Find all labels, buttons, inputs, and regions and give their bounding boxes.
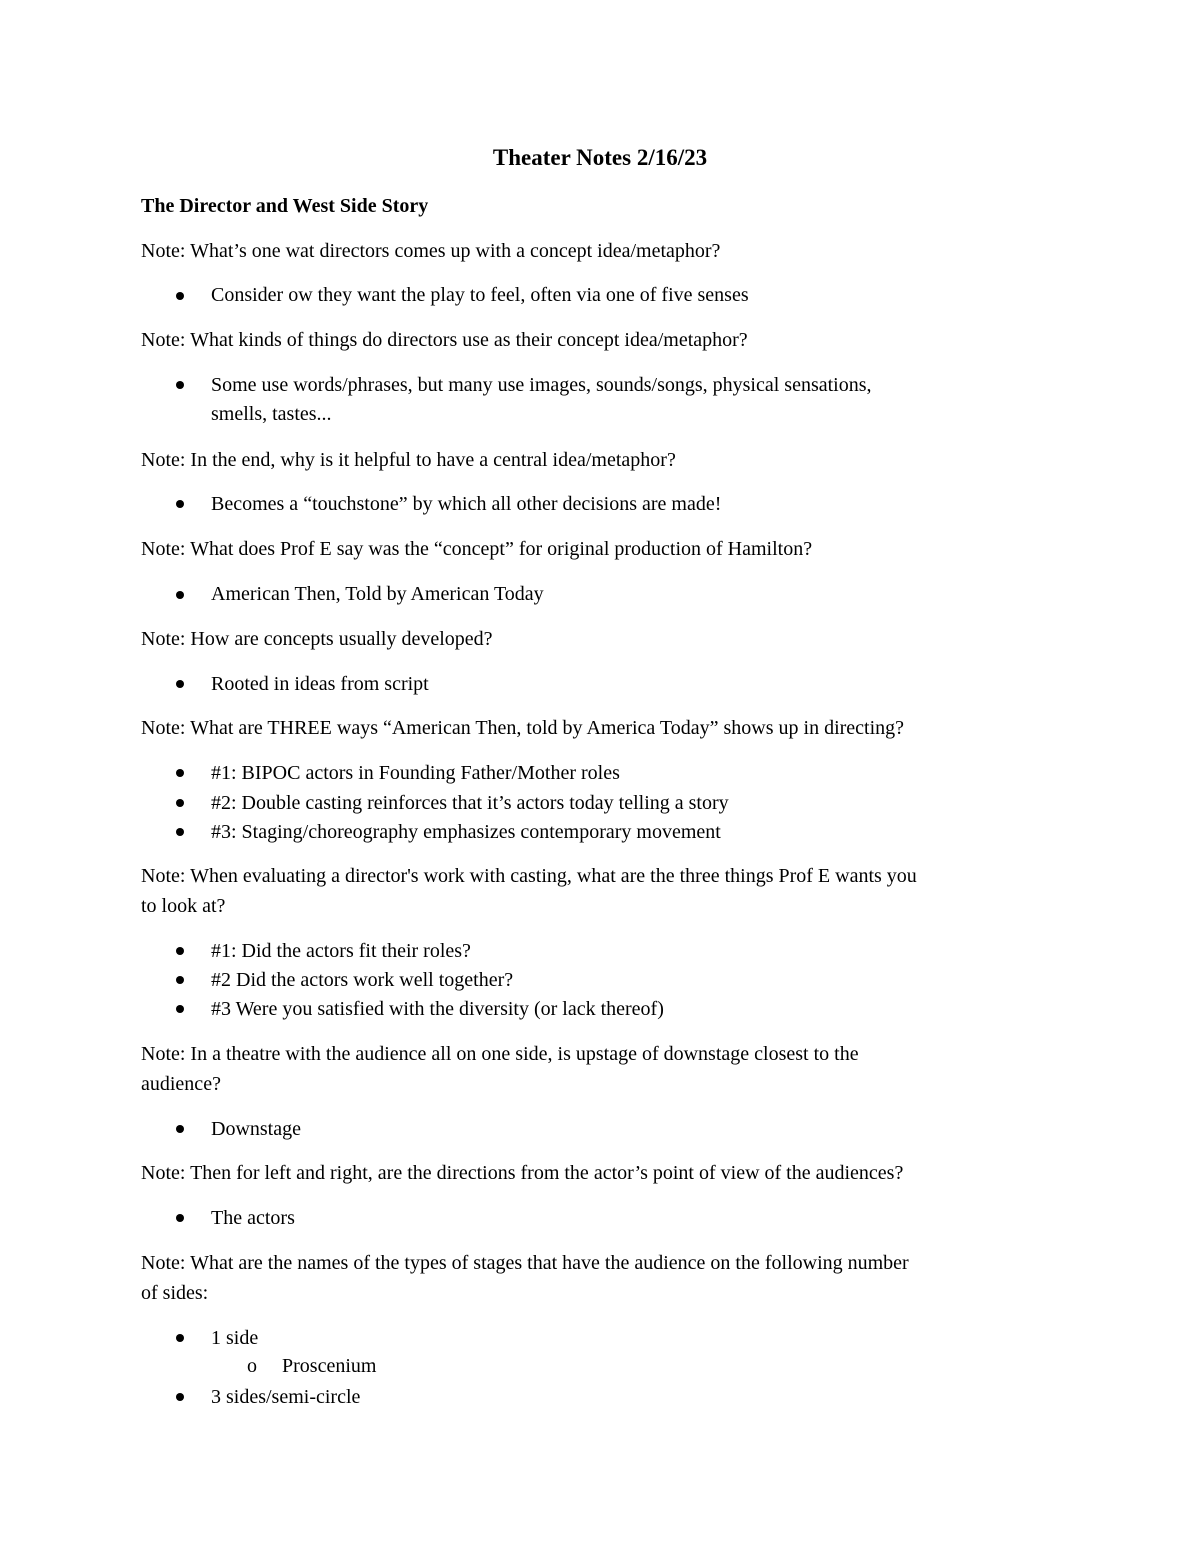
note-line-continued: audience? <box>141 1073 221 1095</box>
bullet-item: 1 side <box>211 1327 259 1349</box>
bullet-icon <box>176 292 184 300</box>
bullet-icon <box>176 500 184 508</box>
note-line: Note: In a theatre with the audience all on one side, is upstage of downstage closest to the <box>141 1043 859 1065</box>
bullet-item: #1: BIPOC actors in Founding Father/Mother roles <box>211 762 620 784</box>
sub-bullet-icon: o <box>247 1355 257 1377</box>
note-line: Note: In the end, why is it helpful to have a central idea/metaphor? <box>141 449 676 471</box>
bullet-item: #3 Were you satisfied with the diversity (or lack thereof) <box>211 998 664 1020</box>
bullet-item: #3: Staging/choreography emphasizes contemporary movement <box>211 821 721 843</box>
note-line-continued: to look at? <box>141 895 226 917</box>
bullet-icon <box>176 1334 184 1342</box>
bullet-item: Becomes a “touchstone” by which all other decisions are made! <box>211 493 722 515</box>
bullet-item: American Then, Told by American Today <box>211 583 544 605</box>
note-line: Note: What are THREE ways “American Then, told by America Today” shows up in directing? <box>141 717 905 739</box>
bullet-item: Rooted in ideas from script <box>211 673 429 695</box>
note-line: Note: How are concepts usually developed? <box>141 628 493 650</box>
note-line: Note: What does Prof E say was the “concept” for original production of Hamilton? <box>141 538 813 560</box>
bullet-icon <box>176 680 184 688</box>
bullet-item: Some use words/phrases, but many use images, sounds/songs, physical sensations, <box>211 374 872 396</box>
note-line-continued: of sides: <box>141 1282 209 1304</box>
note-line: Note: When evaluating a director's work with casting, what are the three things Prof E wants you <box>141 865 917 887</box>
bullet-item: Downstage <box>211 1118 301 1140</box>
bullet-item: #2: Double casting reinforces that it’s actors today telling a story <box>211 792 729 814</box>
bullet-icon <box>176 799 184 807</box>
bullet-icon <box>176 1125 184 1133</box>
bullet-icon <box>176 976 184 984</box>
bullet-icon <box>176 828 184 836</box>
section-heading: The Director and West Side Story <box>141 195 429 217</box>
note-line: Note: What are the names of the types of stages that have the audience on the following number <box>141 1252 909 1274</box>
bullet-icon <box>176 381 184 389</box>
bullet-icon <box>176 1005 184 1013</box>
bullet-icon <box>176 769 184 777</box>
note-line: Note: Then for left and right, are the directions from the actor’s point of view of the audiences? <box>141 1162 904 1184</box>
bullet-item: Consider ow they want the play to feel, often via one of five senses <box>211 284 749 306</box>
page-title: Theater Notes 2/16/23 <box>492 145 708 170</box>
bullet-item: #1: Did the actors fit their roles? <box>211 940 471 962</box>
bullet-icon <box>176 1214 184 1222</box>
bullet-item-continued: smells, tastes... <box>211 403 332 425</box>
note-line: Note: What kinds of things do directors use as their concept idea/metaphor? <box>141 329 748 351</box>
bullet-icon <box>176 947 184 955</box>
bullet-icon <box>176 591 184 599</box>
bullet-item: The actors <box>211 1207 295 1229</box>
sub-bullet-item: Proscenium <box>282 1355 377 1377</box>
bullet-icon <box>176 1393 184 1401</box>
bullet-item: #2 Did the actors work well together? <box>211 969 514 991</box>
bullet-item: 3 sides/semi-circle <box>211 1386 361 1408</box>
note-line: Note: What’s one wat directors comes up with a concept idea/metaphor? <box>141 240 721 262</box>
